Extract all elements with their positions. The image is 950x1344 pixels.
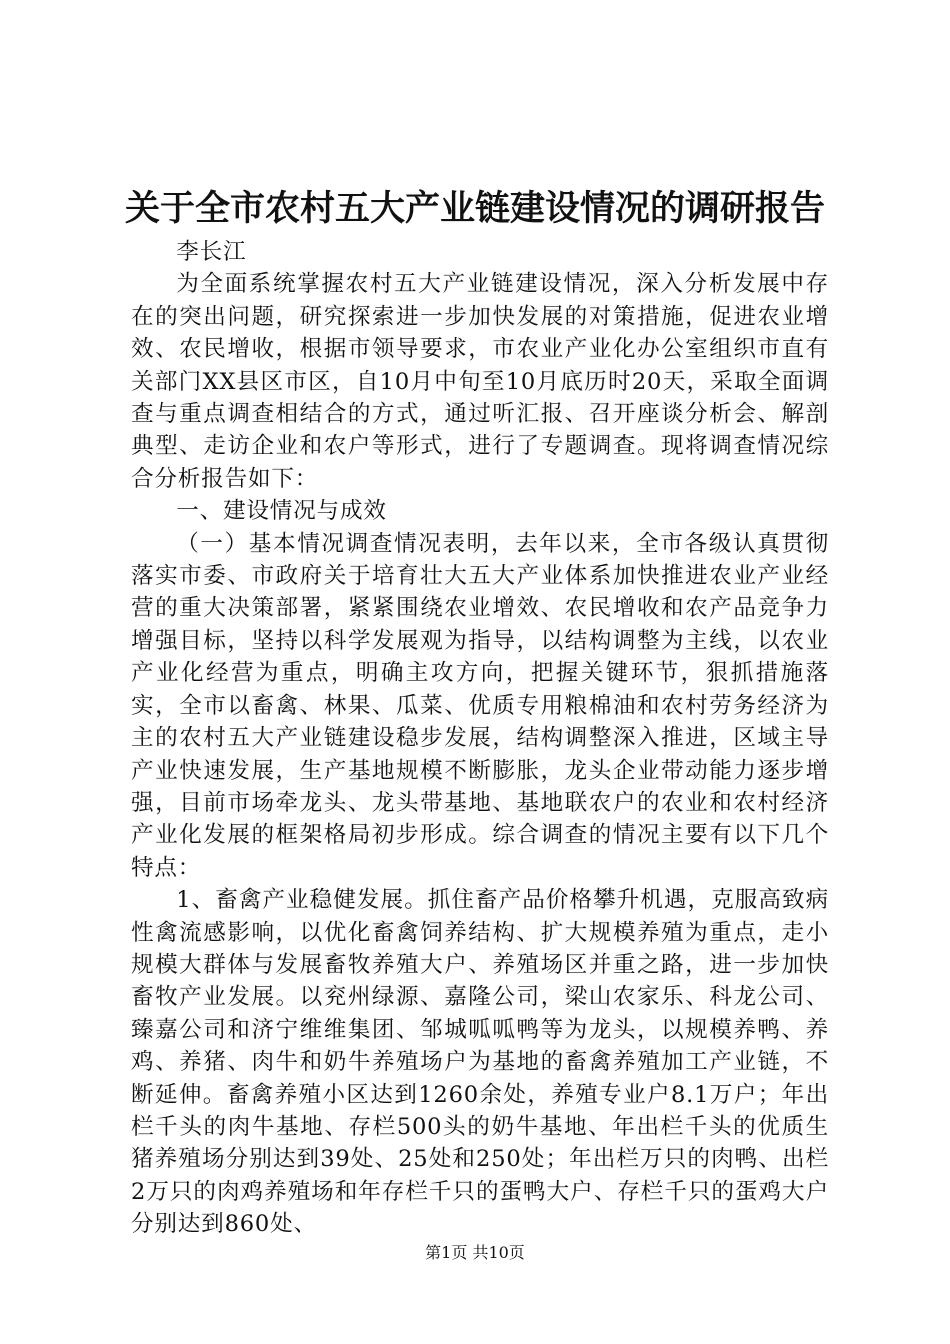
author-name: 李长江 xyxy=(176,239,247,265)
document-title: 关于全市农村五大产业链建设情况的调研报告 xyxy=(124,189,825,229)
paragraph-basic-situation: （一）基本情况调查情况表明，去年以来，全市各级认真贯彻落实市委、市政府关于培育壮大五大产业体系加快推进农业产业经营的重大决策部署，紧紧围绕农业增效、农民增收和农产品竞争力增强目标，坚持以科学发展观为指导，以结构调整为主线，以农业产业化经营为重点，明确主攻方向，把握关键环节，狠抓措施落实，全市以畜禽、林果、瓜菜、优质专用粮棉油和农村劳务经济为主的农村五大产业链建设稳步发展，结构调整深入推进，区域主导产业快速发展，生产基地规模不断膨胀，龙头企业带动能力逐步增强，目前市场牵龙头、龙头带基地、基地联农户的农业和农村经济产业化发展的框架格局初步形成。综合调查的情况主要有以下几个特点： xyxy=(131,530,829,881)
document-body xyxy=(131,236,829,1241)
paragraph-livestock: 1、畜禽产业稳健发展。抓住畜产品价格攀升机遇，克服高致病性禽流感影响，以优化畜禽饲养结构、扩大规模养殖为重点，走小规模大群体与发展畜牧养殖大户、养殖场区并重之路，进一步加快畜牧产业发展。以兖州绿源、嘉隆公司，梁山农家乐、科龙公司、臻嘉公司和济宁维维集团、邹城呱呱鸭等为龙头，以规模养鸭、养鸡、养猪、肉牛和奶牛养殖场户为基地的畜禽养殖加工产业链，不断延伸。畜禽养殖小区达到1260余处，养殖专业户8.1万户；年出栏千头的肉牛基地、存栏500头的奶牛基地、年出栏千头的优质生猪养殖场分别达到39处、25处和250处；年出栏万只的肉鸭、出栏2万只的肉鸡养殖场和年存栏千只的蛋鸭大户、存栏千只的蛋鸡大户分别达到860处、 xyxy=(131,887,829,1238)
section-heading: 一、建设情况与成效 xyxy=(176,498,387,525)
page-footer: 第1页 共10页 xyxy=(425,1243,525,1262)
paragraph-intro: 为全面系统掌握农村五大产业链建设情况，深入分析发展中存在的突出问题，研究探索进一步加快发展的对策措施，促进农业增效、农民增收，根据市领导要求，市农业产业化办公室组织市直有关部门XX县区市区，自10月中旬至10月底历时20天，采取全面调查与重点调查相结合的方式，通过听汇报、召开座谈分析会、解剖典型、走访企业和农户等形式，进行了专题调查。现将调查情况综合分析报告如下： xyxy=(131,271,829,492)
